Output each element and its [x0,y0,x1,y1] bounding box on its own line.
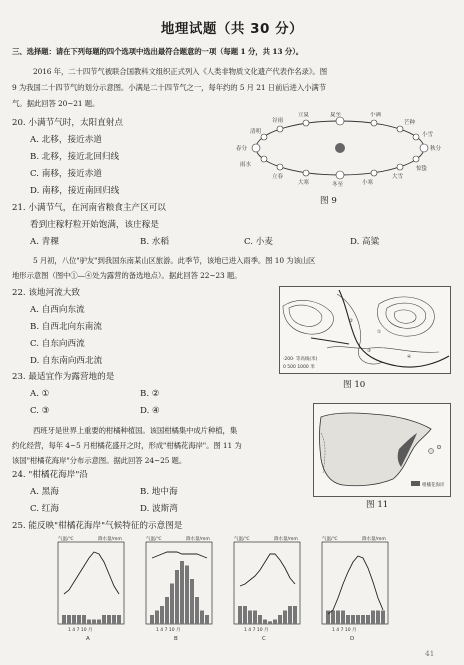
q25-rain-bar [371,611,375,625]
intro2-line-1: 5 月初，八位"驴友"到我国东南某山区旅游。此季节，该地已进入雨季。图 10 为该山区 [33,256,316,265]
fig10-contour-map [279,286,451,374]
q25-rain-bar [102,615,106,624]
q25-rain-bar [341,611,345,625]
q24-stem: 24. "柑橘花海岸"沿 [12,470,88,480]
q25-chart-label-d: D [350,636,355,642]
q25-rain-bar [190,579,194,624]
q25-temp-axis-1: 气温/℃ [146,537,162,542]
q25-rain-bar [376,611,380,625]
q25-rain-bar [155,611,159,625]
q25-rain-bar [97,620,101,625]
q25-rain-bar [82,615,86,624]
q24-option-a: A. 黑海 [30,487,59,497]
q25-rain-bar [205,615,209,624]
page-number: 41 [425,649,435,658]
q25-rain-axis-0: 降水量/mm [98,537,122,542]
q25-rain-bar [238,606,242,624]
fig9-caption: 图 9 [320,196,337,206]
fig9-term-0: 春分 [236,146,248,152]
q21-option-a: A. 青稞 [30,237,59,247]
q25-rain-bar [278,615,282,624]
q25-rain-bar [92,620,96,625]
q22-stem: 22. 该地河流大致 [12,288,80,298]
svg-text:②: ② [349,319,354,324]
q25-rain-bar [331,611,335,625]
q21-stem-line-1: 21. 小满节气，在河南省粮食主产区可以 [12,203,166,213]
fig10-caption: 图 10 [343,380,366,390]
q25-months-axis-0: 1 4 7 10 月 [68,628,93,633]
q25-rain-bar [268,621,272,624]
q25-temp-line-3 [328,556,383,614]
q24-option-c: C. 红海 [30,504,59,514]
fig9-term-2: 谷雨 [272,118,284,124]
q25-chart-label-b: B [174,636,178,642]
q25-rain-bar [336,611,340,625]
q25-rain-bar [361,615,365,624]
q25-rain-bar [283,611,287,625]
fig9-term-13: 惊蛰 [416,166,428,172]
fig9-term-15: 小雪 [422,132,434,138]
q25-rain-bar [180,561,184,624]
intro3-line-1: 西班牙是世界上重要的柑橘种植国。该国柑橘集中成片种植，集 [33,426,238,435]
q20-option-d: D. 南移，接近南回归线 [30,186,120,196]
q20-option-c: C. 南移，接近赤道 [30,169,102,179]
q25-rain-bar [356,615,360,624]
q25-rain-bar [185,566,189,625]
q25-chart-label-a: A [86,636,90,642]
q25-stem: 25. 能反映"柑橘花海岸"气候特征的示意图是 [12,521,183,531]
q25-temp-axis-2: 气温/℃ [234,537,250,542]
q25-rain-bar [77,615,81,624]
q22-option-b: B. 自西北向东南流 [30,322,102,332]
q21-option-c: C. 小麦 [244,237,273,247]
fig9-term-1: 清明 [250,129,262,135]
fig9-term-3: 立夏 [298,112,310,118]
intro2-line-2: 地形示意图（图中①—④处为露营的备选地点）。据此回答 22~23 题。 [12,271,242,280]
q24-option-d: D. 波斯湾 [140,504,178,514]
fig9-term-8: 冬至 [332,182,344,188]
q25-rain-bar [175,570,179,624]
q20-stem: 20. 小满节气时，太阳直射点 [12,118,123,128]
q25-chart-label-c: C [262,636,266,642]
fig10-legend-scale: 0 500 1000 米 [283,365,315,370]
q25-months-axis-2: 1 4 7 10 月 [244,628,269,633]
q25-rain-bar [112,615,116,624]
q23-option-a: A. ① [30,389,50,399]
q25-rain-bar [67,615,71,624]
q25-rain-bar [150,615,154,624]
fig11-spain-map [313,403,451,497]
q25-rain-bar [366,615,370,624]
q25-rain-bar [117,615,121,624]
intro-line-3: 气。据此回答 20~21 题。 [12,99,100,108]
section-heading: 三、选择题：请在下列每题的四个选项中选出最符合题意的一项（每题 1 分，共 13 分）。 [12,47,304,56]
q25-rain-bar [293,606,297,624]
q25-rain-bar [200,611,204,625]
q23-option-d: D. ④ [140,406,160,416]
intro3-line-3: 该国"柑橘花海岸"分布示意图。据此回答 24~25 题。 [12,456,187,465]
q25-rain-bar [165,597,169,624]
q22-option-a: A. 自西向东流 [30,305,85,315]
q25-rain-bar [195,597,199,624]
fig11-caption: 图 11 [366,500,389,510]
fig9-term-9: 立春 [272,174,284,180]
q25-rain-bar [107,615,111,624]
q23-option-b: B. ② [140,389,160,399]
fig9-solar-terms-diagram [236,112,450,207]
q21-stem-line-2: 看到庄稼籽粒开始饱满，该庄稼是 [30,220,159,230]
q25-rain-bar [243,606,247,624]
q25-months-axis-1: 1 4 7 10 月 [156,628,181,633]
q25-rain-bar [87,620,91,625]
intro-line-1: 2016 年，二十四节气被联合国教科文组织正式列入《人类非物质文化遗产代表作名录》。图 [33,67,328,76]
q25-temp-line-0 [64,552,119,594]
intro-line-2: 9 为我国二十四节气的划分示意图。小满是二十四节气之一，每年约的 5 月 21 日前后进入小满节 [12,83,326,92]
fig9-term-7: 秋分 [430,146,442,152]
q23-option-c: C. ③ [30,406,50,416]
svg-text:③: ③ [367,349,372,354]
q25-rain-axis-3: 降水量/mm [362,537,386,542]
q25-rain-bar [288,606,292,624]
q25-temp-line-2 [240,554,295,586]
q23-stem: 23. 最适宜作为露营地的是 [12,372,115,382]
q25-rain-bar [351,615,355,624]
q25-chart-frame-0 [58,542,124,624]
q25-rain-bar [72,615,76,624]
q25-temp-line-1 [152,552,207,558]
svg-text:④: ④ [407,355,412,360]
q25-rain-bar [273,620,277,625]
q25-rain-axis-2: 降水量/mm [274,537,298,542]
intro3-line-2: 约化经营，每年 4~5 月柑橘花盛开之时，形成"柑橘花海岸"。图 11 为 [12,441,242,450]
fig9-term-11: 小寒 [362,180,374,186]
q25-temp-axis-0: 气温/℃ [58,537,74,542]
svg-text:①: ① [377,330,382,335]
fig9-term-5: 芒种 [404,120,416,126]
q25-climate-charts [50,536,404,644]
fig9-term-10: 大寒 [298,180,310,186]
q25-months-axis-3: 1 4 7 10 月 [332,628,357,633]
q20-option-b: B. 北移，接近北回归线 [30,152,120,162]
q22-option-d: D. 自东南向西北流 [30,356,103,366]
q25-rain-bar [263,620,267,625]
fig11-legend: 柑橘花海岸 [422,483,445,488]
fig9-term-14: 大雪 [392,174,404,180]
q25-rain-bar [381,611,385,625]
q20-option-a: A. 北移，接近赤道 [30,135,102,145]
q24-option-b: B. 地中海 [140,487,178,497]
q22-option-c: C. 自东向西流 [30,339,85,349]
q25-temp-axis-3: 气温/℃ [322,537,338,542]
q25-rain-bar [160,606,164,624]
fig9-term-4: 小满 [370,112,382,118]
q25-rain-bar [170,584,174,625]
q21-option-b: B. 水稻 [140,237,169,247]
fig9-term-6: 夏至 [330,112,342,118]
q25-rain-bar [258,615,262,624]
q25-rain-bar [248,611,252,625]
page-title: 地理试题（共 30 分） [160,21,304,37]
q25-rain-bar [346,615,350,624]
fig10-legend-contour: ·200· 等高线(米) [283,357,318,362]
q25-rain-bar [62,615,66,624]
fig9-term-12: 雨水 [240,162,252,168]
q25-rain-bar [253,611,257,625]
q21-option-d: D. 高粱 [350,237,380,247]
q25-rain-axis-1: 降水量/mm [186,537,210,542]
